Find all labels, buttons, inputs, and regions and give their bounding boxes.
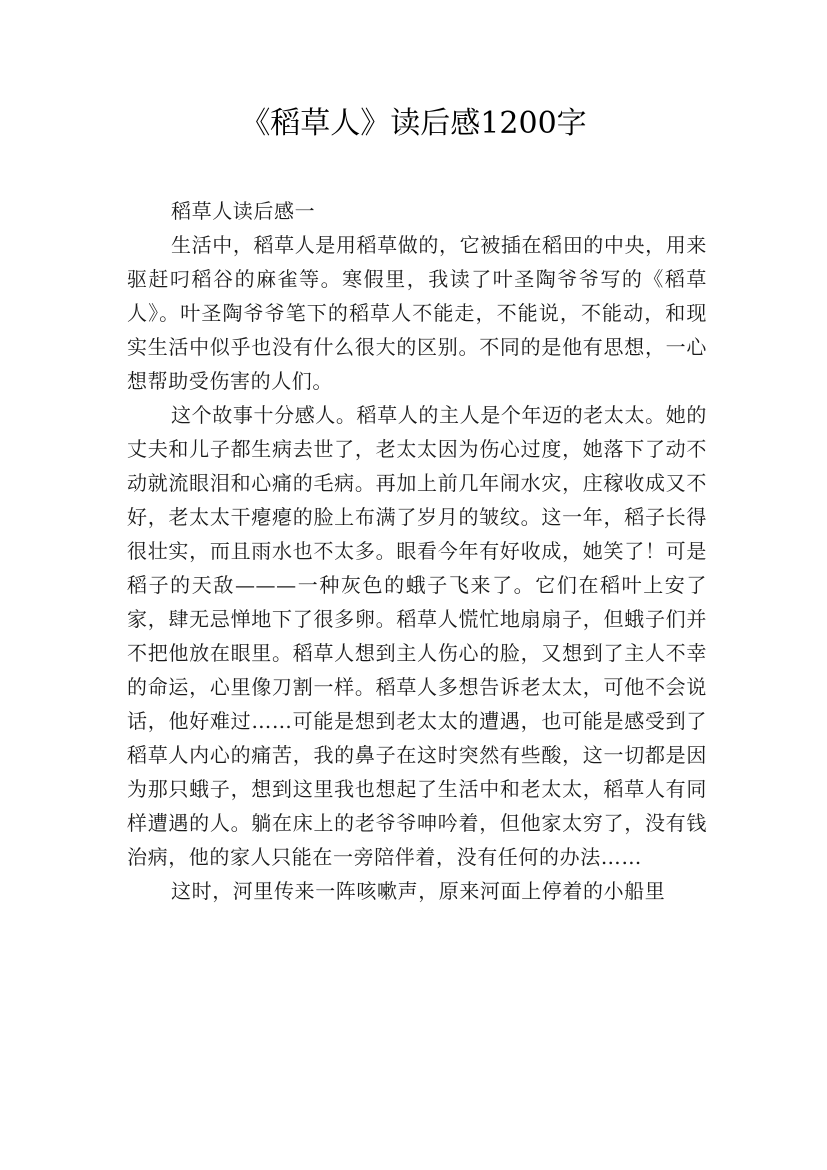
document-body (127, 194, 707, 908)
paragraph: 这个故事十分感人。稻草人的主人是个年迈的老太太。她的丈夫和儿子都生病去世了，老太太因为伤心过度，她落下了动不动就流眼泪和心痛的毛病。再加上前几年闹水灾，庄稼收成又不好，老太太干瘪瘪的脸上布满了岁月的皱纹。这一年，稻子长得很壮实，而且雨水也不太多。眼看今年有好收成，她笑了！可是稻子的天敌———一种灰色的蛾子飞来了。它们在稻叶上安了家，肆无忌惮地下了很多卵。稻草人慌忙地扇扇子，但蛾子们并不把他放在眼里。稻草人想到主人伤心的脸，又想到了主人不幸的命运，心里像刀割一样。稻草人多想告诉老太太，可他不会说话，他好难过……可能是想到老太太的遭遇，也可能是感受到了稻草人内心的痛苦，我的鼻子在这时突然有些酸，这一切都是因为那只蛾子，想到这里我也想起了生活中和老太太，稻草人有同样遭遇的人。躺在床上的老爷爷呻吟着，但他家太穷了，没有钱治病，他的家人只能在一旁陪伴着，没有任何的办法…… (127, 403, 707, 869)
paragraph: 生活中，稻草人是用稻草做的，它被插在稻田的中央，用来驱赶叼稻谷的麻雀等。寒假里，我读了叶圣陶爷爷写的《稻草人》。叶圣陶爷爷笔下的稻草人不能走，不能说，不能动，和现实生活中似乎也没有什么很大的区别。不同的是他有思想，一心想帮助受伤害的人们。 (127, 233, 707, 393)
section-heading: 稻草人读后感一 (171, 199, 316, 223)
document-title: 《稻草人》读后感1200字 (240, 106, 587, 141)
paragraph: 这时，河里传来一阵咳嗽声，原来河面上停着的小船里 (171, 879, 666, 903)
